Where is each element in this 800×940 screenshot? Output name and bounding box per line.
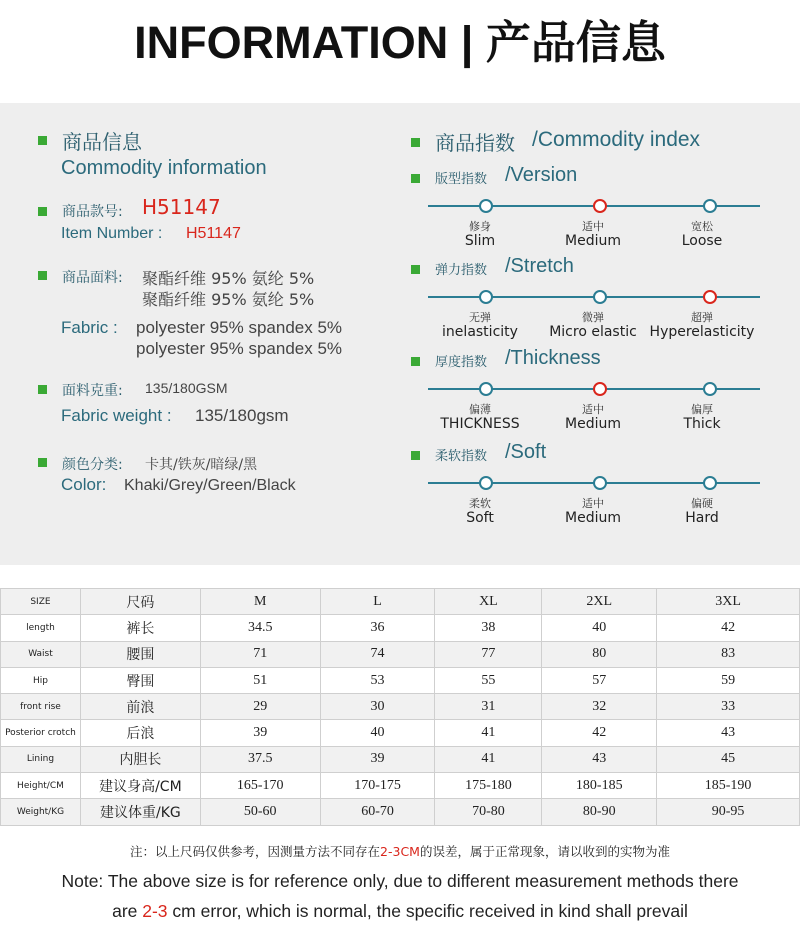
index-scale — [428, 379, 760, 399]
scale-title-cn: 厚度指数 — [435, 355, 488, 370]
table-cell: M — [200, 589, 320, 615]
scale-dot — [593, 290, 607, 304]
scale-label-en: Hard — [685, 510, 719, 526]
fabric-en-1: polyester 95% spandex 5% — [136, 318, 343, 337]
table-cell: 37.5 — [200, 746, 320, 772]
scale-label-cn: 偏厚 — [691, 403, 713, 416]
scale-label-cn: 偏硬 — [691, 497, 713, 510]
item-number: H51147 — [142, 195, 221, 219]
index-heading-cn: 商品指数 — [435, 131, 515, 155]
scale-label — [642, 311, 762, 340]
scale-dot-selected — [703, 290, 717, 304]
scale-label-en: Medium — [565, 416, 621, 432]
table-cell: 90-95 — [657, 799, 800, 825]
table-cell: 41 — [435, 746, 542, 772]
scale-dot — [703, 476, 717, 490]
scale-label-cn: 柔软 — [469, 497, 491, 510]
bullet-icon — [38, 458, 47, 467]
table-cell: 74 — [320, 641, 435, 667]
row-label-en: Lining — [1, 746, 81, 772]
scale-label — [420, 311, 540, 340]
scale-label-en: Soft — [466, 510, 494, 526]
scale-dot — [479, 476, 493, 490]
scale-title-en: /Soft — [505, 441, 547, 463]
row-label-en: Posterior crotch — [1, 720, 81, 746]
table-row — [1, 773, 800, 799]
bullet-icon — [411, 451, 420, 460]
scale-dot-selected — [593, 199, 607, 213]
table-cell: 59 — [657, 667, 800, 693]
scale-label — [420, 497, 540, 526]
table-cell: 80 — [542, 641, 657, 667]
bullet-icon — [38, 271, 47, 280]
row-label-en: Hip — [1, 667, 81, 693]
page-title: INFORMATION | 产品信息 — [134, 17, 666, 68]
row-label-en: SIZE — [1, 589, 81, 615]
table-cell: 42 — [657, 615, 800, 641]
index-heading-en: /Commodity index — [532, 128, 701, 151]
table-cell: 29 — [200, 694, 320, 720]
scale-label-en: Slim — [464, 233, 496, 249]
scale-label — [533, 497, 653, 526]
info-heading-en: Commodity information — [61, 157, 267, 179]
table-cell: 70-80 — [435, 799, 542, 825]
table-cell: 33 — [657, 694, 800, 720]
bullet-icon — [38, 207, 47, 216]
table-row — [1, 667, 800, 693]
table-cell: 175-180 — [435, 773, 542, 799]
table-cell: 41 — [435, 720, 542, 746]
scale-title-en: /Version — [505, 164, 578, 186]
table-cell: L — [320, 589, 435, 615]
scale-label-cn: 适中 — [582, 403, 604, 416]
scale-label-cn: 无弹 — [469, 311, 491, 324]
fabric-label-en: Fabric : — [61, 318, 118, 337]
weight-cn: 135/180GSM — [145, 380, 228, 396]
scale-title-en: /Thickness — [505, 347, 601, 369]
scale-label — [420, 403, 540, 432]
scale-label-cn: 偏薄 — [469, 403, 491, 416]
fabric-cn-1: 聚酯纤维 95% 氨纶 5% — [142, 269, 315, 288]
row-label-cn: 前浪 — [80, 694, 200, 720]
row-label-en: Waist — [1, 641, 81, 667]
table-row — [1, 694, 800, 720]
table-cell: 57 — [542, 667, 657, 693]
fabric-cn-2: 聚酯纤维 95% 氨纶 5% — [142, 290, 315, 309]
table-cell: 40 — [542, 615, 657, 641]
table-row — [1, 641, 800, 667]
scale-dot-selected — [593, 382, 607, 396]
scale-title-cn: 弹力指数 — [435, 263, 488, 278]
table-cell: 2XL — [542, 589, 657, 615]
row-label-en: Height/CM — [1, 773, 81, 799]
table-cell: 51 — [200, 667, 320, 693]
scale-label-en: Loose — [681, 233, 723, 249]
size-table — [0, 588, 800, 826]
table-cell: 80-90 — [542, 799, 657, 825]
table-cell: 3XL — [657, 589, 800, 615]
table-cell: 31 — [435, 694, 542, 720]
table-cell: 77 — [435, 641, 542, 667]
table-cell: 40 — [320, 720, 435, 746]
item-label-cn: 商品款号: — [62, 204, 123, 220]
table-cell: 165-170 — [200, 773, 320, 799]
table-cell: XL — [435, 589, 542, 615]
color-en: Khaki/Grey/Green/Black — [124, 477, 296, 494]
table-cell: 32 — [542, 694, 657, 720]
table-cell: 53 — [320, 667, 435, 693]
scale-label-cn: 超弹 — [691, 311, 713, 324]
weight-label-en: Fabric weight : — [61, 406, 172, 425]
table-cell: 43 — [542, 746, 657, 772]
color-label-en: Color: — [61, 475, 107, 494]
bullet-icon — [411, 174, 420, 183]
scale-label-cn: 微弹 — [582, 311, 604, 324]
scale-dot — [703, 199, 717, 213]
scale-dot — [703, 382, 717, 396]
scale-label — [642, 220, 762, 249]
row-label-cn: 建议体重/KG — [80, 799, 200, 825]
table-header-row — [1, 589, 800, 615]
row-label-cn: 内胆长 — [80, 746, 200, 772]
table-cell: 43 — [657, 720, 800, 746]
scale-title-cn: 版型指数 — [435, 172, 488, 187]
index-scale — [428, 287, 760, 307]
table-row — [1, 799, 800, 825]
scale-label — [642, 497, 762, 526]
table-cell: 180-185 — [542, 773, 657, 799]
item-label-en: Item Number : — [61, 225, 163, 242]
item-number-en: H51147 — [186, 225, 241, 242]
row-label-en: length — [1, 615, 81, 641]
table-cell: 34.5 — [200, 615, 320, 641]
scale-label-en: THICKNESS — [440, 416, 520, 432]
index-scale — [428, 196, 760, 216]
scale-label-en: Medium — [565, 510, 621, 526]
row-label-cn: 建议身高/CM — [80, 773, 200, 799]
scale-dot — [479, 290, 493, 304]
scale-label-cn: 适中 — [582, 497, 604, 510]
scale-label-cn: 适中 — [582, 220, 604, 233]
info-heading-cn: 商品信息 — [62, 130, 142, 154]
note-cn: 注：以上尺码仅供参考，因测量方法不同存在2-3CM的误差，属于正常现象，请以收到的实物为准 — [130, 844, 670, 859]
row-label-en: front rise — [1, 694, 81, 720]
table-row — [1, 720, 800, 746]
scale-title-cn: 柔软指数 — [435, 449, 488, 464]
scale-label-en: Medium — [565, 233, 621, 249]
weight-en: 135/180gsm — [195, 406, 289, 425]
table-cell: 45 — [657, 746, 800, 772]
scale-label-en: Micro elastic — [549, 324, 637, 340]
index-scale — [428, 473, 760, 493]
table-row — [1, 746, 800, 772]
scale-label — [642, 403, 762, 432]
color-cn: 卡其/铁灰/暗绿/黑 — [145, 457, 258, 473]
scale-title-en: /Stretch — [505, 255, 574, 277]
table-cell: 39 — [200, 720, 320, 746]
row-label-cn: 腰围 — [80, 641, 200, 667]
note-en-line2: are 2-3 cm error, which is normal, the specific received in kind shall prevail — [112, 901, 688, 921]
scale-dot — [593, 476, 607, 490]
scale-label-en: inelasticity — [442, 324, 518, 340]
table-cell: 60-70 — [320, 799, 435, 825]
table-cell: 30 — [320, 694, 435, 720]
table-cell: 39 — [320, 746, 435, 772]
scale-label — [533, 311, 653, 340]
bullet-icon — [411, 357, 420, 366]
table-cell: 71 — [200, 641, 320, 667]
bullet-icon — [411, 138, 420, 147]
row-label-cn: 尺码 — [80, 589, 200, 615]
row-label-cn: 后浪 — [80, 720, 200, 746]
scale-label — [420, 220, 540, 249]
fabric-en-2: polyester 95% spandex 5% — [136, 339, 343, 358]
scale-label-en: Hyperelasticity — [649, 324, 755, 340]
table-cell: 170-175 — [320, 773, 435, 799]
scale-label-cn: 修身 — [469, 220, 491, 233]
color-label-cn: 颜色分类: — [62, 457, 123, 473]
row-label-cn: 臀围 — [80, 667, 200, 693]
table-cell: 55 — [435, 667, 542, 693]
table-cell: 36 — [320, 615, 435, 641]
table-row — [1, 615, 800, 641]
bullet-icon — [38, 136, 47, 145]
table-cell: 42 — [542, 720, 657, 746]
scale-dot — [479, 199, 493, 213]
row-label-en: Weight/KG — [1, 799, 81, 825]
scale-label-cn: 宽松 — [691, 220, 713, 233]
table-cell: 38 — [435, 615, 542, 641]
bullet-icon — [38, 385, 47, 394]
table-cell: 185-190 — [657, 773, 800, 799]
scale-label — [533, 220, 653, 249]
row-label-cn: 裤长 — [80, 615, 200, 641]
fabric-label-cn: 商品面料: — [62, 270, 123, 286]
scale-label — [533, 403, 653, 432]
scale-label-en: Thick — [683, 416, 721, 432]
note-en-line1: Note: The above size is for reference only, due to different measurement methods there — [61, 871, 739, 891]
weight-label-cn: 面料克重: — [62, 383, 123, 399]
table-cell: 83 — [657, 641, 800, 667]
table-cell: 50-60 — [200, 799, 320, 825]
scale-dot — [479, 382, 493, 396]
bullet-icon — [411, 265, 420, 274]
